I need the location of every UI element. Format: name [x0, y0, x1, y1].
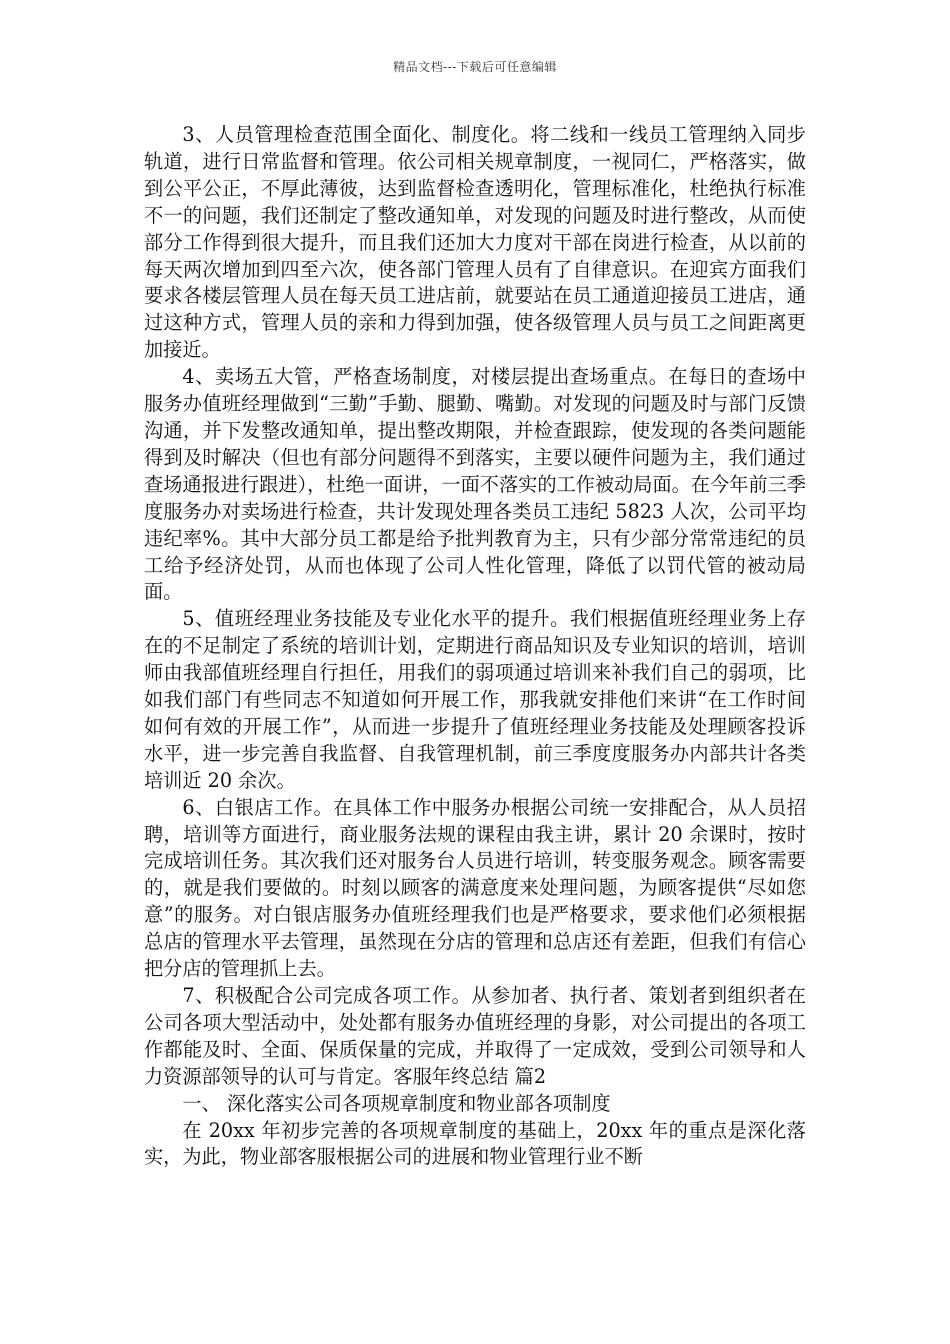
document-body: [144, 122, 806, 1171]
paragraph-item-5: 5、值班经理业务技能及专业化水平的提升。我们根据值班经理业务上存在的不足制定了系统的培训计划，定期进行商品知识及专业知识的培训，培训师由我部值班经理自行担任，用我们的弱项通过培训来补我们自己的弱项，比如我们部门有些同志不知道如何开展工作，那我就安排他们来讲“在工作时间如何有效的开展工作”，从而进一步提升了值班经理业务技能及处理顾客投诉水平，进一步完善自我监督、自我管理机制，前三季度度服务办内部共计各类培训近 20 余次。: [144, 607, 806, 792]
section-heading: 一、 深化落实公司各项规章制度和物业部各项制度: [182, 1091, 611, 1115]
paragraph-item-4: 4、卖场五大管，严格查场制度，对楼层提出查场重点。在每日的查场中服务办值班经理做到“三勤”手勤、腿勤、嘴勤。对发现的问题及时与部门反馈沟通，并下发整改通知单，提出整改期限，并检查跟踪，使发现的各类问题能得到及时解决（但也有部分问题得不到落实，主要以硬件问题为主，我们通过查场通报进行跟进），杜绝一面讲，一面不落实的工作被动局面。在今年前三季度服务办对卖场进行检查，共计发现处理各类员工违纪 5823 人次，公司平均违纪率%。其中大部分员工都是给予批判教育为主，只有少部分常常违纪的员工给予经济处罚，从而也体现了公司人性化管理，降低了以罚代管的被动局面。: [144, 365, 806, 604]
paragraph-item-3: 3、人员管理检查范围全面化、制度化。将二线和一线员工管理纳入同步轨道，进行日常监督和管理。依公司相关规章制度，一视同仁，严格落实，做到公平公正，不厚此薄彼，达到监督检查透明化，管理标准化，杜绝执行标准不一的问题，我们还制定了整改通知单，对发现的问题及时进行整改，从而使部分工作得到很大提升，而且我们还加大力度对干部在岗进行检查，从以前的每天两次增加到四至六次，使各部门管理人员有了自律意识。在迎宾方面我们要求各楼层管理人员在每天员工进店前，就要站在员工通道迎接员工进店，通过这种方式，管理人员的亲和力得到加强，使各级管理人员与员工之间距离更加接近。: [144, 123, 806, 362]
paragraph-section-body: 在 20xx 年初步完善的各项规章制度的基础上，20xx 年的重点是深化落实，为此，物业部客服根据公司的进展和物业管理行业不断: [144, 1118, 806, 1169]
page-header: 精品文档---下载后可任意编辑: [393, 60, 557, 74]
paragraph-item-6: 6、白银店工作。在具体工作中服务办根据公司统一安排配合，从人员招聘，培训等方面进行，商业服务法规的课程由我主讲，累计 20 余课时，按时完成培训任务。其次我们还对服务台人员进行培训，转变服务观念。顾客需要的，就是我们要做的。时刻以顾客的满意度来处理问题，为顾客提供“尽如您意”的服务。对白银店服务办值班经理我们也是严格要求，要求他们必须根据总店的管理水平去管理，虽然现在分店的管理和总店还有差距，但我们有信心把分店的管理抓上去。: [144, 795, 806, 981]
paragraph-item-7: 7、积极配合公司完成各项工作。从参加者、执行者、策划者到组织者在公司各项大型活动中，处处都有服务办值班经理的身影，对公司提出的各项工作都能及时、全面、保质保量的完成，并取得了一定成效，受到公司领导和人力资源部领导的认可与肯定。客服年终总结 篇2: [144, 984, 806, 1088]
